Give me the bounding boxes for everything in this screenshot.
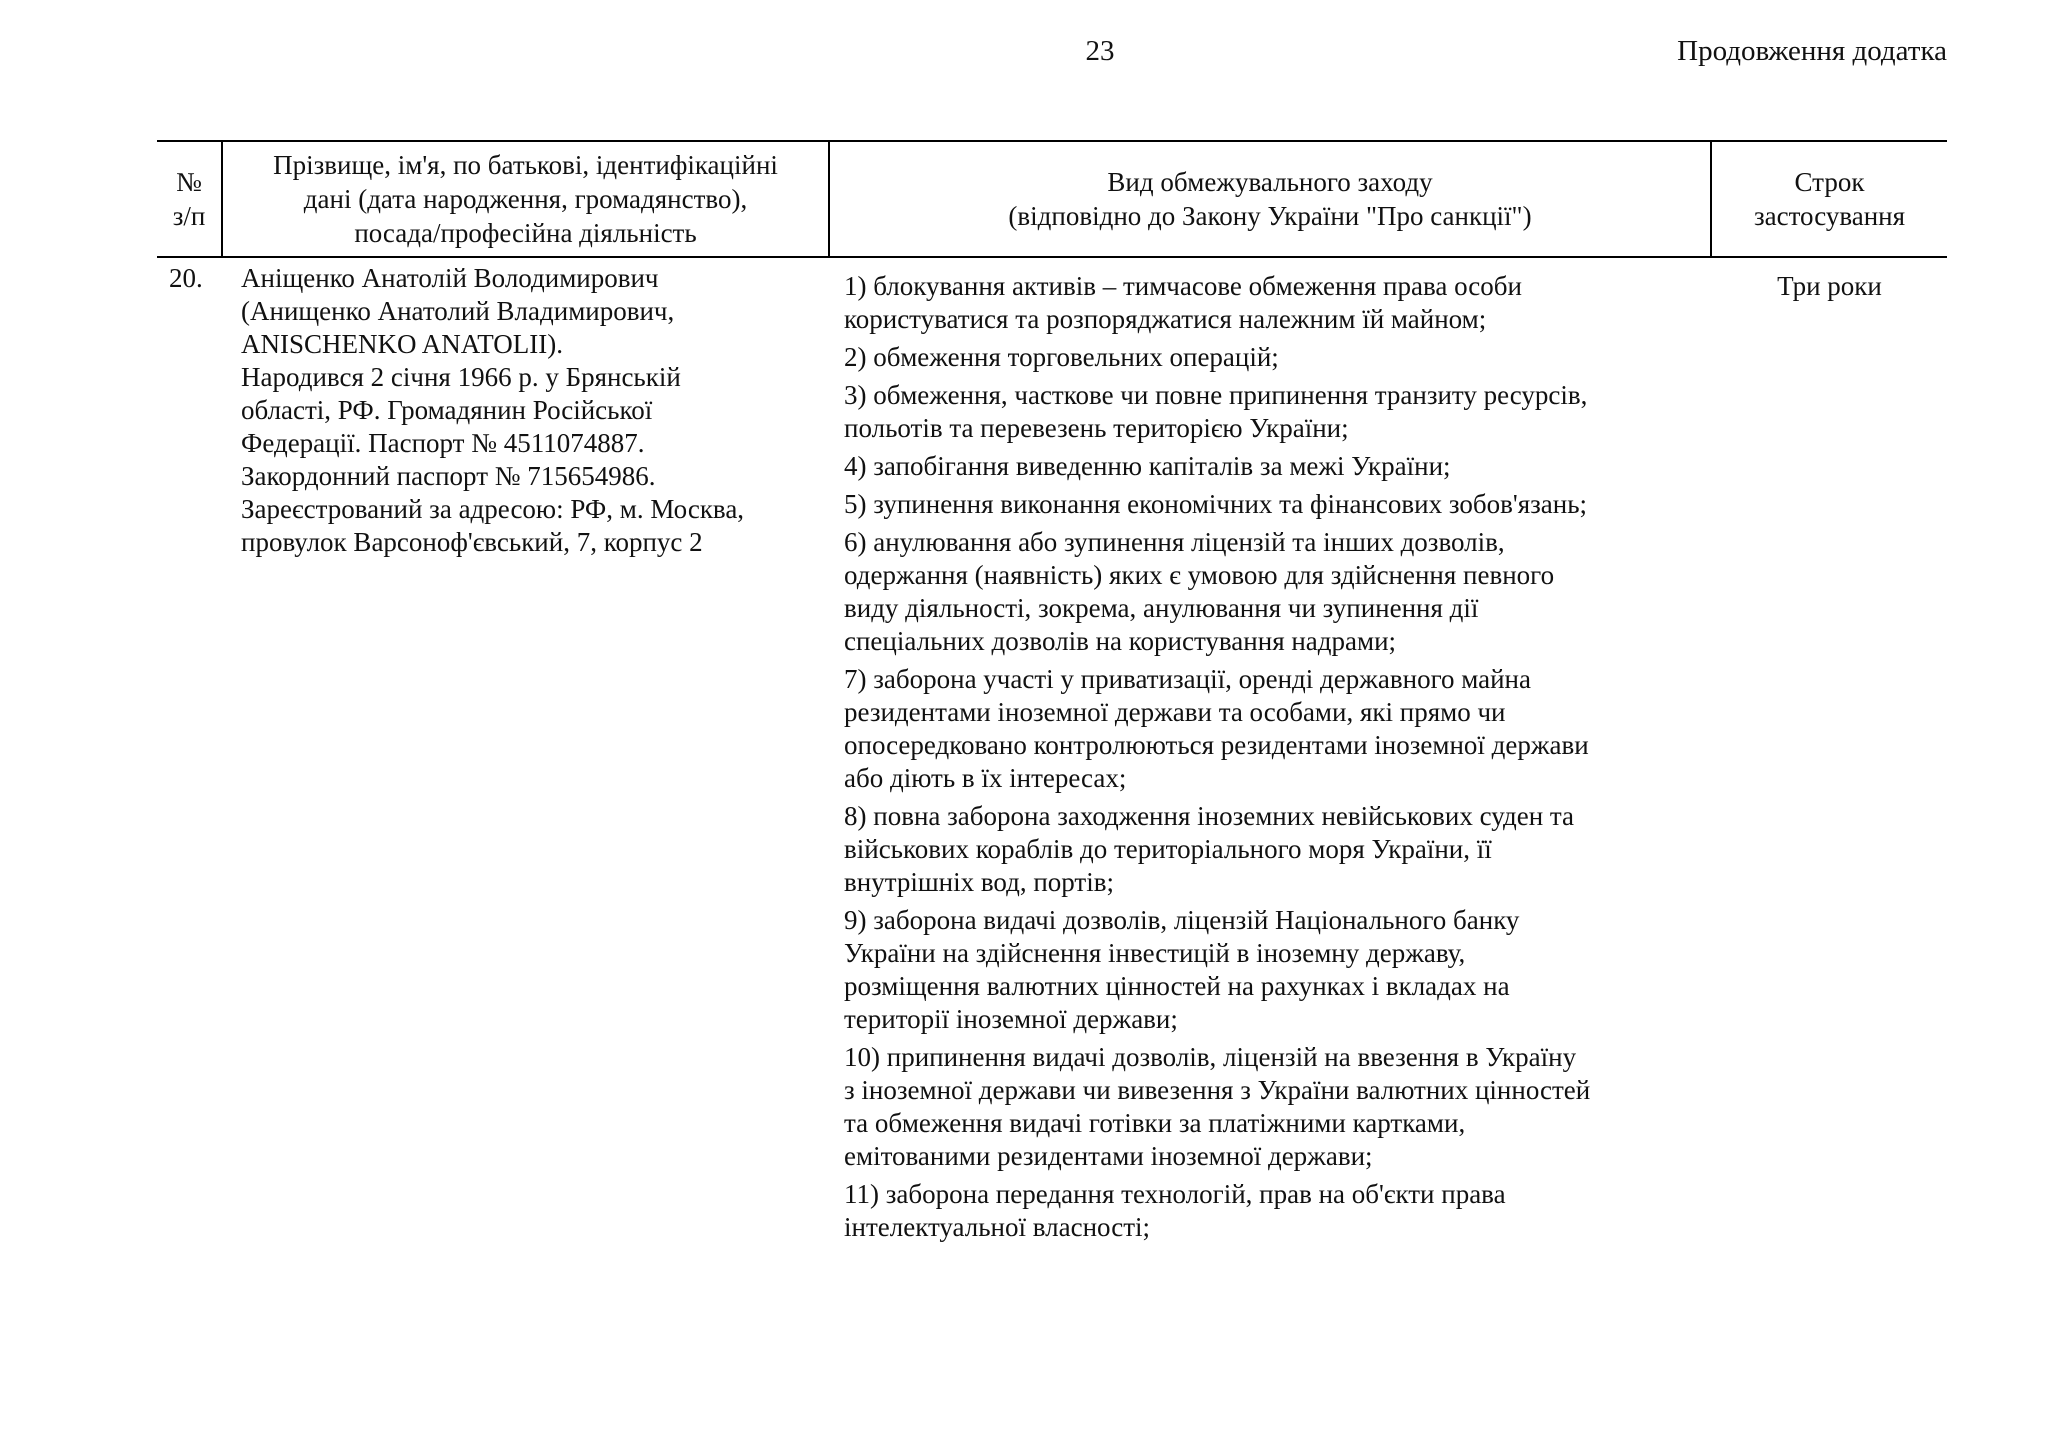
measure-line: 7) заборона участі у приватизації, оренді державного майна [844, 664, 1531, 694]
measure-item [844, 904, 1702, 1036]
header-measure [830, 142, 1712, 256]
measure-line: емітованими резидентами іноземної держави; [844, 1141, 1373, 1171]
measure-line: 4) запобігання виведенню капіталів за межі України; [844, 451, 1451, 481]
measure-line: 11) заборона передання технологій, прав на об'єкти права [844, 1179, 1506, 1209]
person-details-line: Закордонний паспорт № 715654986. [241, 461, 656, 491]
measure-item [844, 800, 1702, 899]
page-number: 23 [1085, 35, 1115, 67]
header-measure-line: (відповідно до Закону України "Про санкції") [1008, 201, 1532, 231]
header-term-line: застосування [1753, 201, 1906, 231]
table-header-row [157, 140, 1947, 258]
measure-line: 8) повна заборона заходження іноземних невійськових суден та [844, 801, 1575, 831]
measure-line: 10) припинення видачі дозволів, ліцензій на ввезення в Україну [844, 1042, 1577, 1072]
measure-item [844, 1041, 1702, 1173]
table-row [157, 258, 1947, 1249]
measure-line: користуватися та розпоряджатися належним їй майном; [844, 304, 1487, 334]
measure-line: виду діяльності, зокрема, анулювання чи зупинення дії [844, 593, 1479, 623]
measure-line: інтелектуальної власності; [844, 1212, 1150, 1242]
person-details-line: Аніщенко Анатолій Володимирович [241, 263, 659, 293]
measure-line: 2) обмеження торговельних операцій; [844, 342, 1279, 372]
person-details [223, 258, 830, 1249]
measure-line: одержання (наявність) яких є умовою для здійснення певного [844, 560, 1555, 590]
measure-line: з іноземної держави чи вивезення з України валютних цінностей [844, 1075, 1591, 1105]
term-value: Три роки [1777, 271, 1882, 301]
header-name-line: Прізвище, ім'я, по батькові, ідентифікаційні [273, 150, 778, 180]
measure-line: або діють в їх інтересах; [844, 763, 1127, 793]
measure-line: та обмеження видачі готівки за платіжними картками, [844, 1108, 1466, 1138]
measure-line: 1) блокування активів – тимчасове обмеження права особи [844, 271, 1522, 301]
measure-line: польотів та перевезень територією України; [844, 413, 1349, 443]
header-num-line: з/п [172, 201, 206, 231]
person-details-line: провулок Варсоноф'євський, 7, корпус 2 [241, 527, 703, 557]
measure-line: 3) обмеження, часткове чи повне припинення транзиту ресурсів, [844, 380, 1588, 410]
measure-item [844, 270, 1702, 336]
measure-line: розміщення валютних цінностей на рахунках і вкладах на [844, 971, 1510, 1001]
measure-line: опосередковано контролюються резидентами іноземної держави [844, 730, 1589, 760]
measure-line: 5) зупинення виконання економічних та фінансових зобов'язань; [844, 489, 1588, 519]
header-name-line: посада/професійна діяльність [354, 218, 697, 248]
person-details-line: (Анищенко Анатолий Владимирович, [241, 296, 675, 326]
measure-line: спеціальних дозволів на користування надрами; [844, 626, 1397, 656]
measure-line: 6) анулювання або зупинення ліцензій та інших дозволів, [844, 527, 1505, 557]
person-details-line: області, РФ. Громадянин Російської [241, 395, 653, 425]
header-measure-line: Вид обмежувального заходу [1107, 167, 1433, 197]
header-term-line: Строк [1794, 167, 1865, 197]
measure-item [844, 341, 1702, 374]
header-num-line: № [176, 167, 202, 197]
measure-item [844, 379, 1702, 445]
header-name-line: дані (дата народження, громадянство), [303, 184, 748, 214]
measure-line: України на здійснення інвестицій в іноземну державу, [844, 938, 1466, 968]
header-name [223, 142, 830, 256]
measure-item [844, 1178, 1702, 1244]
measure-line: 9) заборона видачі дозволів, ліцензій Національного банку [844, 905, 1520, 935]
measure-item [844, 663, 1702, 795]
measure-item [844, 450, 1702, 483]
header-num [157, 142, 223, 256]
measure-line: внутрішніх вод, портів; [844, 867, 1114, 897]
person-details-line: ANISCHENKO ANATOLII). [241, 329, 563, 359]
measure-line: резидентами іноземної держави та особами, які прямо чи [844, 697, 1506, 727]
sanctions-table [157, 140, 1947, 1249]
measures-list [830, 258, 1712, 1249]
row-number: 20. [169, 263, 203, 293]
continuation-label: Продовження додатка [1677, 35, 1947, 67]
measure-item [844, 526, 1702, 658]
measure-line: території іноземної держави; [844, 1004, 1178, 1034]
header-term [1712, 142, 1947, 256]
measure-item [844, 488, 1702, 521]
person-details-line: Федерації. Паспорт № 4511074887. [241, 428, 645, 458]
person-details-line: Зареєстрований за адресою: РФ, м. Москва, [241, 494, 745, 524]
person-details-line: Народився 2 січня 1966 р. у Брянській [241, 362, 681, 392]
measure-line: військових кораблів до територіального моря України, її [844, 834, 1492, 864]
